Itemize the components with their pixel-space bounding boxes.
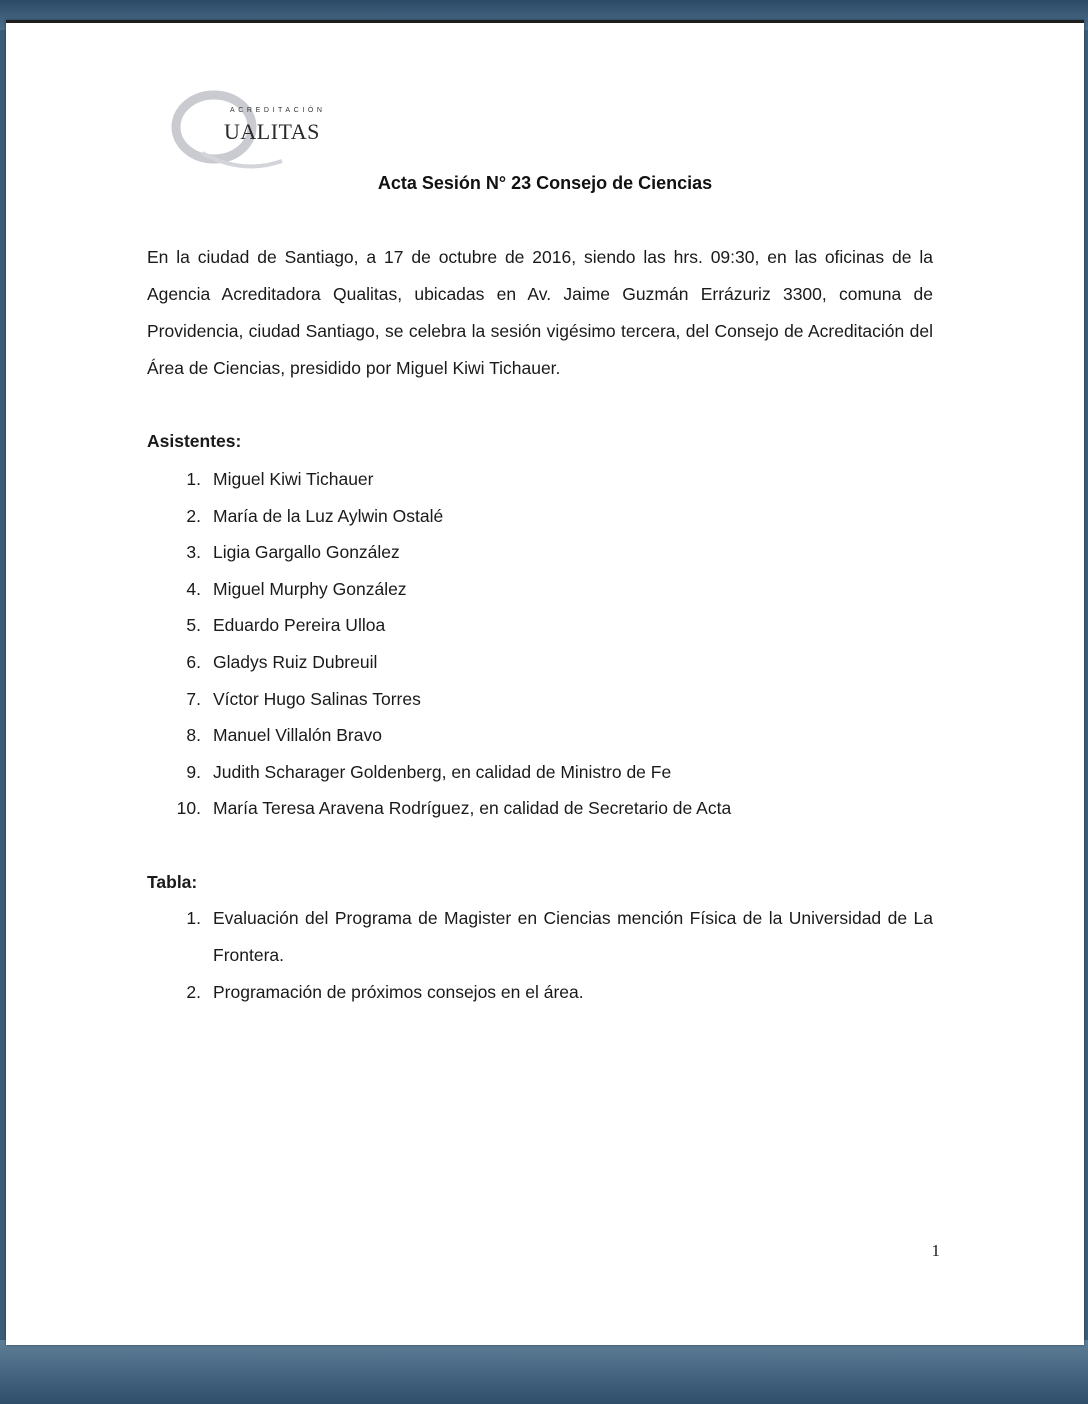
- logo-letter: Q: [162, 76, 175, 93]
- agenda-heading: Tabla:: [147, 872, 198, 892]
- scan-border-bottom: [0, 1340, 1088, 1404]
- attendees-list: [147, 461, 933, 827]
- logo-subtitle: ACREDITACIÓN: [230, 107, 326, 114]
- list-item: 5. Eduardo Pereira Ulloa: [186, 615, 386, 636]
- list-item: 2. Programación de próximos consejos en el área.: [186, 982, 584, 1002]
- list-item: 7. Víctor Hugo Salinas Torres: [186, 688, 421, 709]
- intro-paragraph: En la ciudad de Santiago, a 17 de octubre de 2016, siendo las hrs. 09:30, en las oficinas de la Agencia Acreditadora Qualitas, ubicadas en Av. Jaime Guzmán Errázuriz 3300, comuna de Providencia, ciudad Santiago, se celebra la sesión vigésimo tercera, del Consejo de Acreditación del Área de Ciencias, presidido por Miguel Kiwi Tichauer.: [147, 247, 933, 378]
- list-item: 1. Miguel Kiwi Tichauer: [186, 469, 374, 489]
- document-page: [6, 20, 1084, 1345]
- list-item: 3. Ligia Gargallo González: [186, 542, 400, 563]
- list-item: 10. María Teresa Aravena Rodríguez, en calidad de Secretario de Acta: [176, 798, 732, 819]
- list-item: 8. Manuel Villalón Bravo: [186, 725, 382, 746]
- list-item: 2. María de la Luz Aylwin Ostalé: [186, 505, 444, 526]
- document-title: Acta Sesión N° 23 Consejo de Ciencias: [377, 173, 713, 193]
- list-item: 6. Gladys Ruiz Dubreuil: [186, 651, 378, 672]
- list-item: 1. Evaluación del Programa de Magister en Ciencias mención Física de la Universidad de La Frontera.: [186, 908, 933, 965]
- logo-wordmark: UALITAS: [224, 119, 320, 144]
- attendees-heading: Asistentes:: [147, 431, 242, 451]
- page-number: 1: [931, 1241, 940, 1260]
- list-item: 4. Miguel Murphy González: [186, 578, 407, 599]
- agenda-list: [147, 900, 933, 1011]
- list-item: 9. Judith Scharager Goldenberg, en calidad de Ministro de Fe: [186, 761, 672, 782]
